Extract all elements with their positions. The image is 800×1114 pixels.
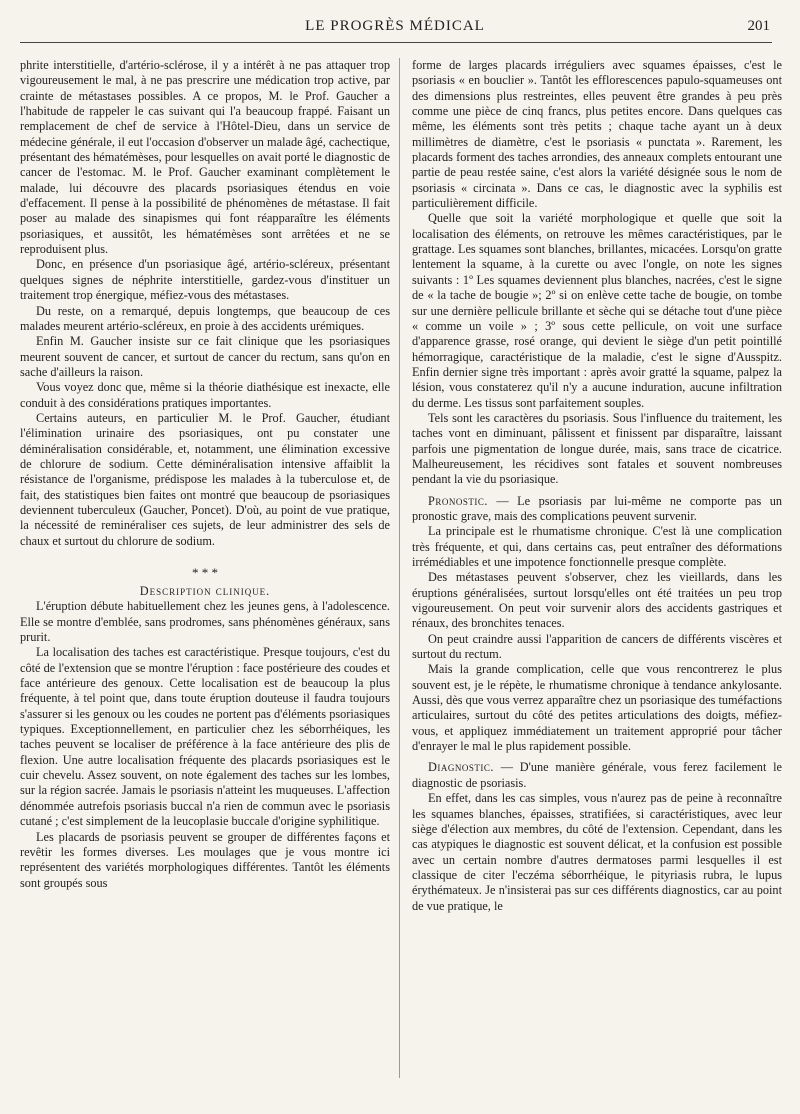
right-column <box>412 58 782 914</box>
paragraph: Certains auteurs, en particulier M. le Prof. Gaucher, étudiant l'élimination urinaire des psoriasiques, ont pu constater une déminéralisation considérable, et, notamment, une élimination excessive de chlorure de sodium. Cette déminéralisation intensive affaiblit la résistance de l'organisme, prédispose les malades à la tuberculose et, de fait, des statistiques bien faites ont montré que beaucoup de psoriasiques deviennent tuberculeux (Gaucher, Poncet). D'où, au point de vue pratique, la nécessité de reminéraliser ces sujets, de leur administrer des sels de chaux et surtout du chlorure de sodium. <box>20 410 390 548</box>
paragraph: La localisation des taches est caractéristique. Presque toujours, c'est du côté de l'extension que se montre l'éruption : face postérieure des coudes et face antérieure des genoux. Cette localisation est de beaucoup la plus fréquente, à tel point que, dans toute éruption douteuse il faudra toujours s'assurer si les genoux ou les coudes ne portent pas d'éléments psoriasiques typiques. Exceptionnellement, en particulier chez les séborrhéiques, les taches peuvent se localiser de préférence à la face antérieure des plis de flexion. Une autre localisation fréquente des placards psoriasiques est le cuir chevelu. Assez souvent, on note également des taches sur les lombes, sur la région sacrée. Jamais le psoriasis n'atteint les muqueuses. L'affection dénommée autrefois psoriasis buccal n'a rien de commun avec le psoriasis cutané ; c'est simplement de la leucoplasie buccale d'origine syphilitique. <box>20 645 390 829</box>
paragraph: Du reste, on a remarqué, depuis longtemps, que beaucoup de ces malades meurent artério-scléreux, en proie à des accidents urémiques. <box>20 303 390 333</box>
paragraph: Quelle que soit la variété morphologique et quelle que soit la localisation des éléments, on retrouve les mêmes caractéristiques, par le grattage. Les squames sont blanches, brillantes, micacées. Lorsqu'on gratte lentement la squame, à la curette ou avec l'ongle, on note les signes suivants : 1º Les squames deviennent plus blanches, nacrées, c'est le signe de « la tache de bougie »; 2º si on enlève cette tache de bougie, on tombe sur une dernière pellicule brillante et sèche qui se détache tout d'une pièce « comme un voile » ; 3º sous cette pellicule, on voit une surface d'apparence grasse, rosé orange, qui devient le siège d'un petit pointillé hémorragique, caractéristique de la maladie, c'est le signe d'Ausspitz. Enfin dernier signe très important : après avoir gratté la squame, palpez la lésion, vous constaterez qu'il n'y a aucune induration, aucune infiltration du derme. Les tissus sont parfaitement souples. <box>412 211 782 410</box>
paragraph: On peut craindre aussi l'apparition de cancers de différents viscères et surtout du rectum. <box>412 631 782 662</box>
paragraph: L'éruption débute habituellement chez les jeunes gens, à l'adolescence. Elle se montre d'emblée, sans prodromes, sans phénomènes généraux, sans prurit. <box>20 599 390 645</box>
page-number: 201 <box>747 18 770 34</box>
diagnostic-label: Diagnostic. <box>428 760 494 775</box>
paragraph: Les placards de psoriasis peuvent se grouper de différentes façons et revêtir les formes diverses. Les moulages que je vous montre ici représentent des variétés morphologiques différentes. Tantôt les éléments sont groupés sous <box>20 829 390 890</box>
paragraph: La principale est le rhumatisme chronique. C'est là une complication très fréquente, et qui, dans certains cas, peut entraîner des déformations irrémédiables et une impotence fonctionnelle presque complète. <box>412 524 782 569</box>
pronostic-label: Pronostic. <box>428 493 488 508</box>
header-rule <box>20 42 772 43</box>
paragraph: Enfin M. Gaucher insiste sur ce fait clinique que les psoriasiques meurent souvent de cancer, et surtout de cancer du rectum, sans qu'on en sache d'ailleurs la raison. <box>20 334 390 379</box>
paragraph: Donc, en présence d'un psoriasique âgé, artério-scléreux, présentant quelques signes de néphrite interstitielle, gardez-vous d'instituer un traitement trop énergique, méfiez-vous des métastases. <box>20 257 390 303</box>
paragraph: phrite interstitielle, d'artério-sclérose, il y a intérêt à ne pas attaquer trop vigoureusement le mal, à ne pas prescrire une médication trop active, par crainte de métastases possibles. A ce propos, M. le Prof. Gaucher a l'habitude de rappeler le cas suivant qui l'a beaucoup frappé. Faisant un remplacement de chef de service à l'Hôtel-Dieu, dans un service de médecine générale, il eut l'occasion d'observer un malade âgé, cachectique, présentant des hématémèses, pour lesquelles on avait porté le diagnostic de cancer de l'estomac. M. le Prof. Gaucher examinant complètement le malade, lui découvre des placards psoriasiques étendus en voie d'effacement. Il pense à la possibilité de phénomènes de métastase. Il fait poser au malade des sinapismes qui font réapparaître les éléments psoriasiques, et aussitôt, les hématémèses sont arrêtées et ne se reproduisent plus. <box>20 58 390 257</box>
left-column <box>20 58 390 891</box>
pronostic-text: — Le psoriasis par lui-même ne comporte pas un pronostic grave, mais des complications peuvent survenir. <box>412 493 782 523</box>
section-heading: Description clinique. <box>139 584 271 598</box>
running-header <box>20 16 770 40</box>
journal-title: LE PROGRÈS MÉDICAL <box>305 18 485 34</box>
paragraph: Vous voyez donc que, même si la théorie diathésique est inexacte, elle conduit à des considérations pratiques importantes. <box>20 380 390 410</box>
paragraph: Tels sont les caractères du psoriasis. Sous l'influence du traitement, les taches vont en diminuant, pâlissent et finissent par disparaître, laissant parfois une pigmentation de longue durée, mais, sans trace de cicatrice. Malheureusement, les récidives sont fatales et souvent nombreuses pendant la vie du psoriasique. <box>412 410 782 487</box>
paragraph: forme de larges placards irréguliers avec squames épaisses, c'est le psoriasis « en bouclier ». Tantôt les efflorescences papulo-squameuses ont des dimensions plus restreintes, elles peuvent être grandes à peu près comme une pièce de cinq francs, plus petites encore. Dans quelques cas même, les éléments sont très petits ; chaque tache ayant un à deux millimètres de diamètre, c'est le psoriasis « punctata ». Rarement, les placards forment des taches arrondies, des anneaux complets entourant une partie de peau restée saine, c'est alors la variété désignée sous le nom de psoriasis « circinata ». Dans ce cas, le diagnostic avec la syphilis est particulièrement difficile. <box>412 58 782 211</box>
paragraph: En effet, dans les cas simples, vous n'aurez pas de peine à reconnaître les squames blanches, épaisses, stratifiées, si caractéristiques, avec leur siège d'élection aux membres, du côté de l'extension. Cependant, dans les cas atypiques le diagnostic est souvent délicat, et la confusion est possible avec un certain nombre d'autres dermatoses parmi lesquelles il est classique de citer l'eczéma séborrhéique, le pityriasis rubra, le lupus érythémateux. Je n'insisterai pas sur ces différents diagnostics, car au point de vue pratique, le <box>412 791 782 913</box>
paragraph: Des métastases peuvent s'observer, chez les vieillards, dans les éruptions généralisées, surtout lorsqu'elles ont été traitées un peu trop vigoureusement. On peut voir survenir alors des accidents gastriques et rénaux, des bronchites tenaces. <box>412 570 782 631</box>
paragraph-diagnostic <box>412 760 782 791</box>
paragraph-pronostic <box>412 494 782 525</box>
section-stars: * * * <box>192 565 218 580</box>
column-divider <box>399 58 400 1078</box>
diagnostic-text: — D'une manière générale, vous ferez facilement le diagnostic de psoriasis. <box>412 760 782 790</box>
paragraph: Mais la grande complication, celle que vous rencontrerez le plus souvent est, je le répète, le rhumatisme chronique à tendance ankylosante. Aussi, dès que vous verrez apparaître chez un psoriasique des tuméfactions articulaires, surtout du côté des petites articulations des doigts, méfiez-vous, et appliquez immédiatement un traitement approprié pour tâcher d'enrayer le mal le plus rapidement possible. <box>412 662 782 754</box>
